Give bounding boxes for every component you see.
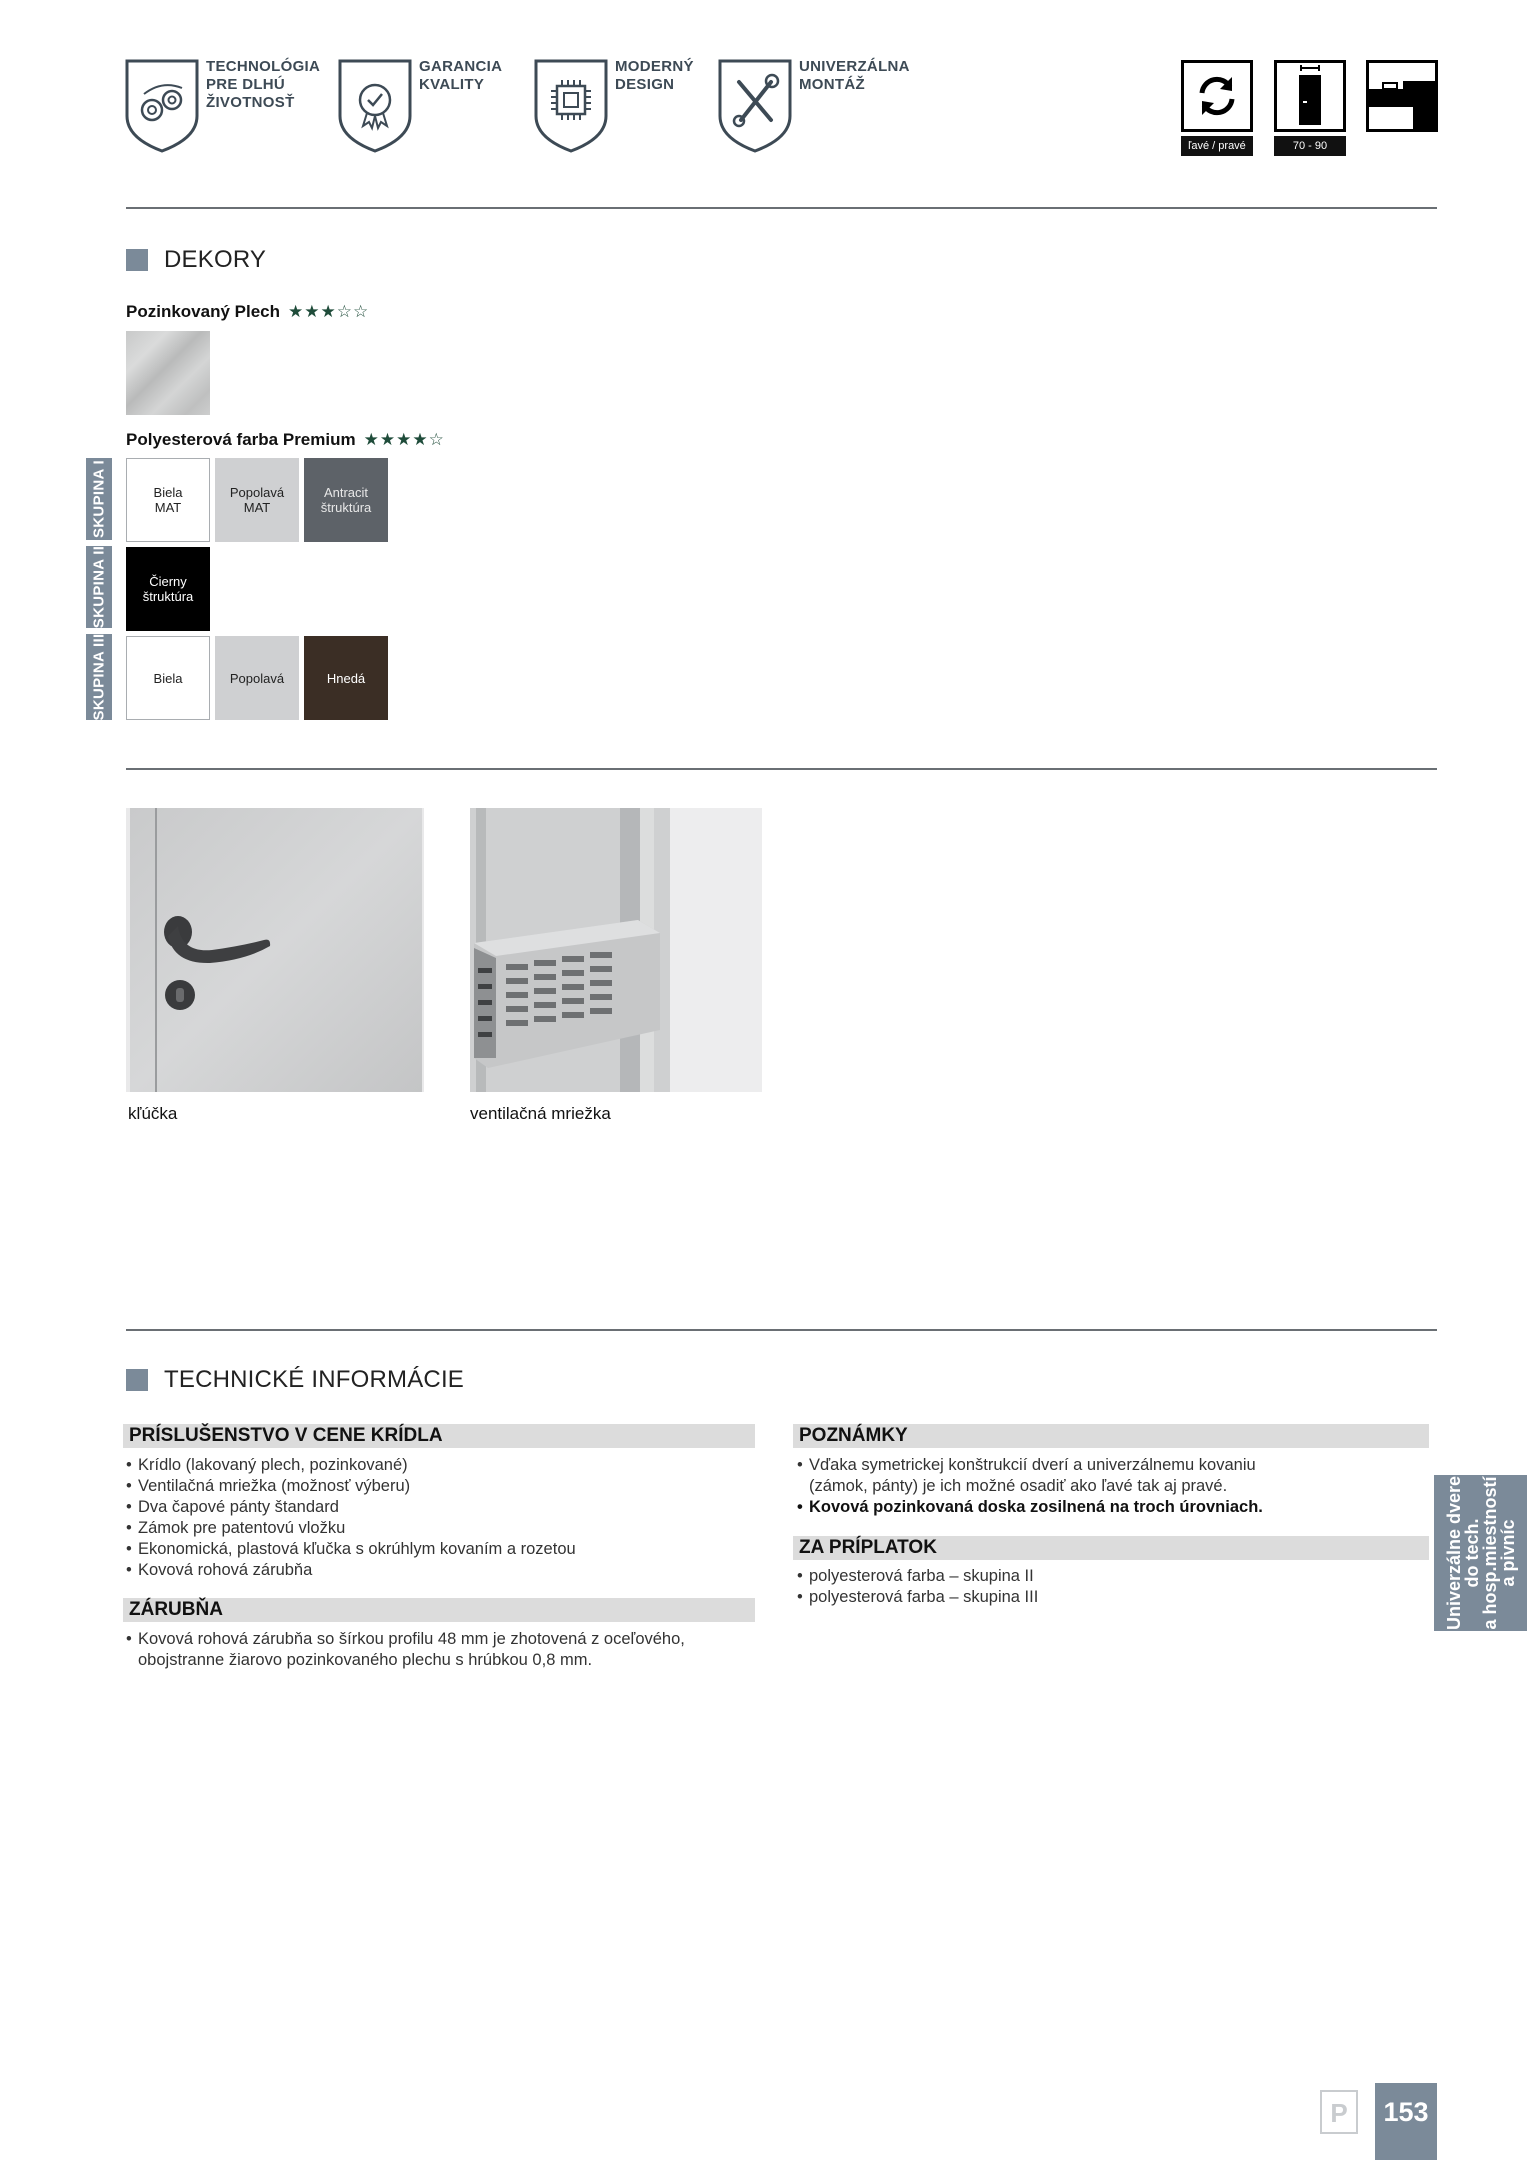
divider — [126, 768, 1437, 770]
list-item: • polyesterová farba – skupina II — [797, 1566, 1427, 1587]
logo-letter: P — [1330, 2098, 1348, 2128]
tech-heading — [126, 1366, 464, 1394]
gears-icon — [124, 58, 200, 154]
frame-heading: ZÁRUBŇA — [123, 1598, 755, 1622]
publisher-logo-icon — [1320, 2090, 1358, 2134]
chapter-tab: Univerzálne dvere do tech. a hosp.miestností a pivníc — [1434, 1475, 1527, 1631]
premium-label: Polyesterová farba Premium — [126, 430, 356, 449]
star-filled-icon: ★ — [288, 302, 305, 321]
swatch-hneda: Hnedá — [304, 636, 388, 720]
swatch-biela: Biela — [126, 636, 210, 720]
list-item: • Ekonomická, plastová kľučka s okrúhlym kovaním a rozetou — [126, 1539, 751, 1560]
list-item: • Kovová pozinkovaná doska zosilnená na troch úrovniach. — [797, 1497, 1427, 1518]
chip-icon — [533, 58, 609, 154]
feature-line: MONTÁŽ — [799, 76, 865, 93]
swatch-popolava: Popolavá — [215, 636, 299, 720]
list-item: • Kovová rohová zárubňa — [126, 1560, 751, 1581]
star-filled-icon: ★ — [363, 430, 380, 449]
list-item: • polyesterová farba – skupina III — [797, 1587, 1427, 1608]
list-item: • Krídlo (lakovaný plech, pozinkované) — [126, 1455, 751, 1476]
premium-label-row — [126, 430, 445, 450]
feature-line: KVALITY — [419, 76, 485, 93]
list-item: • Zámok pre patentovú vložku — [126, 1518, 751, 1539]
quality-seal-icon — [337, 58, 413, 154]
surcharge-list — [797, 1566, 1427, 1608]
door-width-icon — [1274, 60, 1346, 132]
star-empty-icon: ☆ — [428, 430, 445, 449]
dekory-heading — [126, 246, 266, 274]
photo-handle — [126, 808, 424, 1092]
frame-list — [126, 1629, 751, 1671]
star-filled-icon: ★ — [379, 430, 397, 449]
step-profile-icon — [1366, 60, 1438, 132]
premium-rating — [364, 430, 445, 450]
feature-line: PRE DLHÚ — [206, 76, 286, 93]
star-filled-icon: ★ — [412, 430, 429, 449]
reversible-icon — [1181, 60, 1253, 132]
divider — [126, 207, 1437, 209]
group-tab-3: SKUPINA III — [86, 634, 112, 720]
list-item: • Kovová rohová zárubňa so šírkou profilu 48 mm je zhotovená z oceľového, obojstranne žiarovo pozinkovaného plechu s hrúbkou 0,8 mm. — [126, 1629, 751, 1671]
notes-heading: POZNÁMKY — [793, 1424, 1429, 1448]
tech-title: TECHNICKÉ INFORMÁCIE — [164, 1366, 465, 1393]
swatch-popolava-mat: Popolavá MAT — [215, 458, 299, 542]
star-filled-icon: ★ — [396, 430, 413, 449]
caption-vent-grille: ventilačná mriežka — [470, 1104, 611, 1123]
zinc-rating — [288, 302, 369, 322]
feature-line: UNIVERZÁLNA — [799, 58, 910, 75]
swatch-antracit: Antracit štruktúra — [304, 458, 388, 542]
caption-handle: kľúčka — [128, 1104, 178, 1123]
reversible-caption: ľavé / pravé — [1181, 136, 1253, 156]
heading-marker — [126, 249, 148, 271]
accessories-list — [126, 1455, 751, 1581]
width-caption: 70 - 90 — [1274, 136, 1346, 156]
photo-vent-grille — [470, 808, 762, 1092]
swatch-cierny: Čierny štruktúra — [126, 547, 210, 631]
swatch-biela-mat: Biela MAT — [126, 458, 210, 542]
group-tab-1: SKUPINA I — [86, 458, 112, 540]
dekory-title: DEKORY — [164, 246, 267, 273]
divider — [126, 1329, 1437, 1331]
feature-line: GARANCIA — [419, 58, 503, 75]
page-number: 153 — [1375, 2083, 1437, 2160]
list-item: • Dva čapové pánty štandard — [126, 1497, 751, 1518]
heading-marker — [126, 1369, 148, 1391]
feature-line: MODERNÝ — [615, 58, 694, 75]
feature-line: ŽIVOTNOSŤ — [206, 94, 295, 111]
list-item: • Vďaka symetrickej konštrukcií dverí a univerzálnemu kovaniu (zámok, pánty) je ich možné osadiť ako ľavé tak aj pravé. — [797, 1455, 1427, 1497]
star-filled-icon: ★ — [320, 302, 337, 321]
star-empty-icon: ☆ — [336, 302, 353, 321]
feature-line: TECHNOLÓGIA — [206, 58, 321, 75]
zinc-label-row — [126, 302, 369, 322]
group-tab-2: SKUPINA II — [86, 546, 112, 628]
notes-list — [797, 1455, 1427, 1518]
zinc-label: Pozinkovaný Plech — [126, 302, 280, 321]
swatch-zinc — [126, 331, 210, 415]
tools-icon — [717, 58, 793, 154]
star-empty-icon: ☆ — [353, 302, 370, 321]
feature-line: DESIGN — [615, 76, 675, 93]
accessories-heading: PRÍSLUŠENSTVO V CENE KRÍDLA — [123, 1424, 755, 1448]
list-item: • Ventilačná mriežka (možnosť výberu) — [126, 1476, 751, 1497]
star-filled-icon: ★ — [304, 302, 321, 321]
surcharge-heading: ZA PRÍPLATOK — [793, 1536, 1429, 1560]
